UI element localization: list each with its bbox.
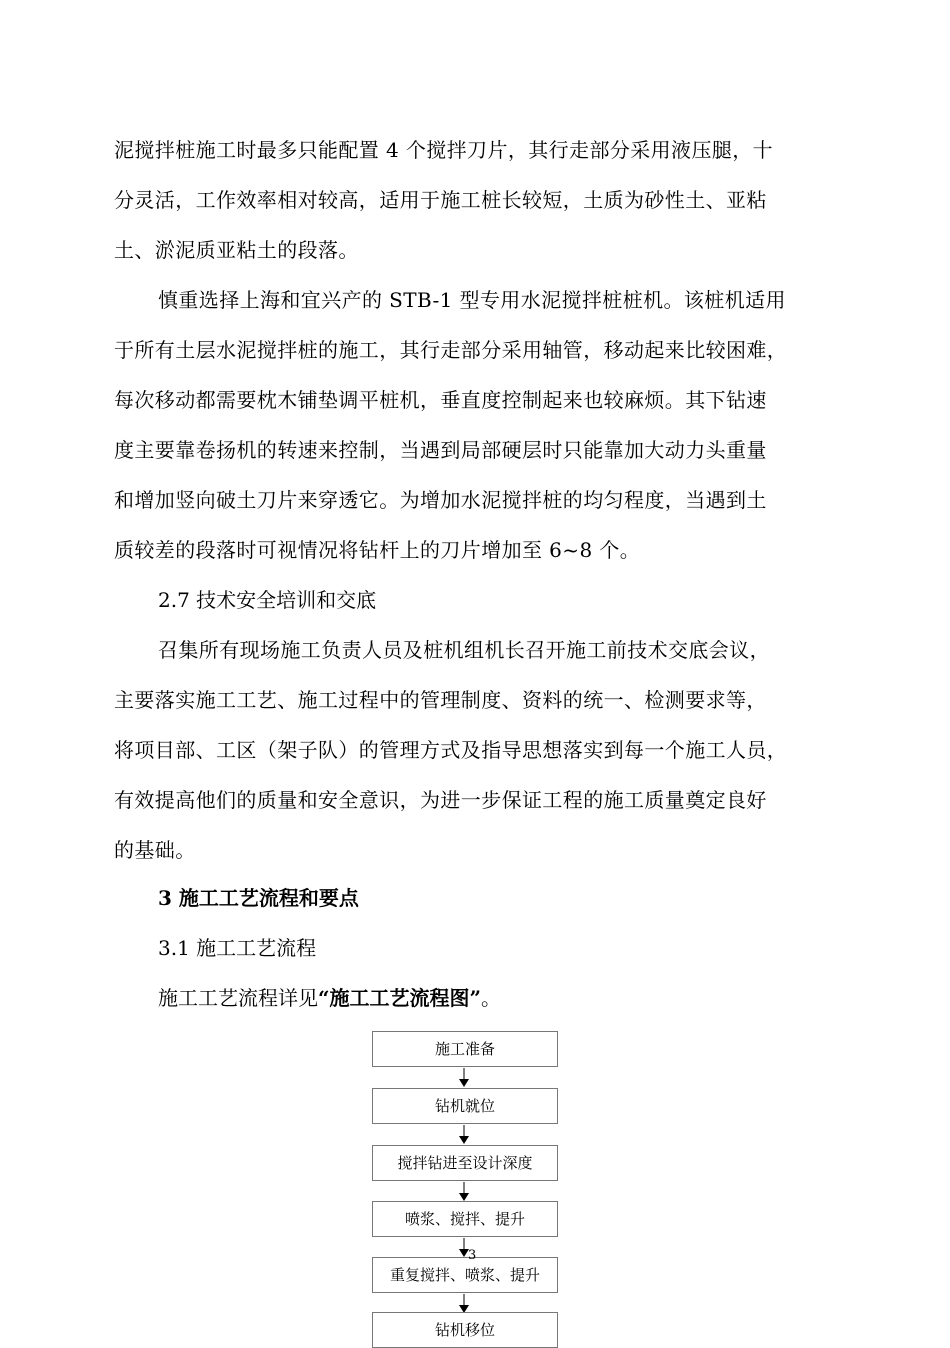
down-arrow-icon: [459, 1068, 469, 1088]
section-heading-2-7: 2.7 技术安全培训和交底: [158, 588, 377, 612]
reference-title: “施工工艺流程图”: [318, 986, 482, 1010]
reference-suffix: 。: [481, 986, 502, 1010]
text-line: 质较差的段落时可视情况将钻杆上的刀片增加至 6~8 个。: [114, 538, 641, 562]
flow-step-rig-positioning: 钻机就位: [372, 1088, 558, 1124]
text-line: 于所有土层水泥搅拌桩的施工，其行走部分采用轴管，移动起来比较困难，: [114, 338, 788, 362]
text-line: 慎重选择上海和宜兴产的 STB-1 型专用水泥搅拌桩桩机。该桩机适用: [158, 288, 786, 312]
text-line: 每次移动都需要枕木铺垫调平桩机，垂直度控制起来也较麻烦。其下钻速: [114, 388, 767, 412]
flow-step-preparation: 施工准备: [372, 1031, 558, 1067]
flow-step-drilling: 搅拌钻进至设计深度: [372, 1145, 558, 1181]
flow-step-repeat: 重复搅拌、喷浆、提升: [372, 1257, 558, 1293]
text-line: 和增加竖向破土刀片来穿透它。为增加水泥搅拌桩的均匀程度，当遇到土: [114, 488, 767, 512]
flowchart-reference: [158, 973, 501, 1023]
text-line: 有效提高他们的质量和安全意识，为进一步保证工程的施工质量奠定良好: [114, 788, 767, 812]
text-line: 泥搅拌桩施工时最多只能配置 4 个搅拌刀片，其行走部分采用液压腿，十: [114, 138, 774, 162]
down-arrow-icon: [459, 1294, 469, 1314]
flow-step-grouting: 喷浆、搅拌、提升: [372, 1201, 558, 1237]
text-line: 召集所有现场施工负责人员及桩机组机长召开施工前技术交底会议，: [158, 638, 770, 662]
text-line: 土、淤泥质亚粘土的段落。: [114, 238, 359, 262]
paragraph-continuation: [114, 125, 854, 275]
flow-step-relocate: 钻机移位: [372, 1312, 558, 1348]
text-line: 将项目部、工区（架子队）的管理方式及指导思想落实到每一个施工人员，: [114, 738, 788, 762]
page-number: 3: [468, 1248, 477, 1263]
reference-text: 施工工艺流程详见: [158, 986, 318, 1010]
text-line: 主要落实施工工艺、施工过程中的管理制度、资料的统一、检测要求等，: [114, 688, 767, 712]
section-heading-3-1: 3.1 施工工艺流程: [158, 936, 317, 960]
down-arrow-icon: [459, 1182, 469, 1202]
down-arrow-icon: [459, 1125, 469, 1145]
paragraph-training: [114, 625, 854, 875]
text-line: 的基础。: [114, 838, 196, 862]
paragraph-stb1-machine: [114, 275, 854, 575]
text-line: 分灵活，工作效率相对较高，适用于施工桩长较短，土质为砂性土、亚粘: [114, 188, 767, 212]
section-heading-3: 3 施工工艺流程和要点: [158, 886, 359, 910]
text-line: 度主要靠卷扬机的转速来控制，当遇到局部硬层时只能靠加大动力头重量: [114, 438, 767, 462]
